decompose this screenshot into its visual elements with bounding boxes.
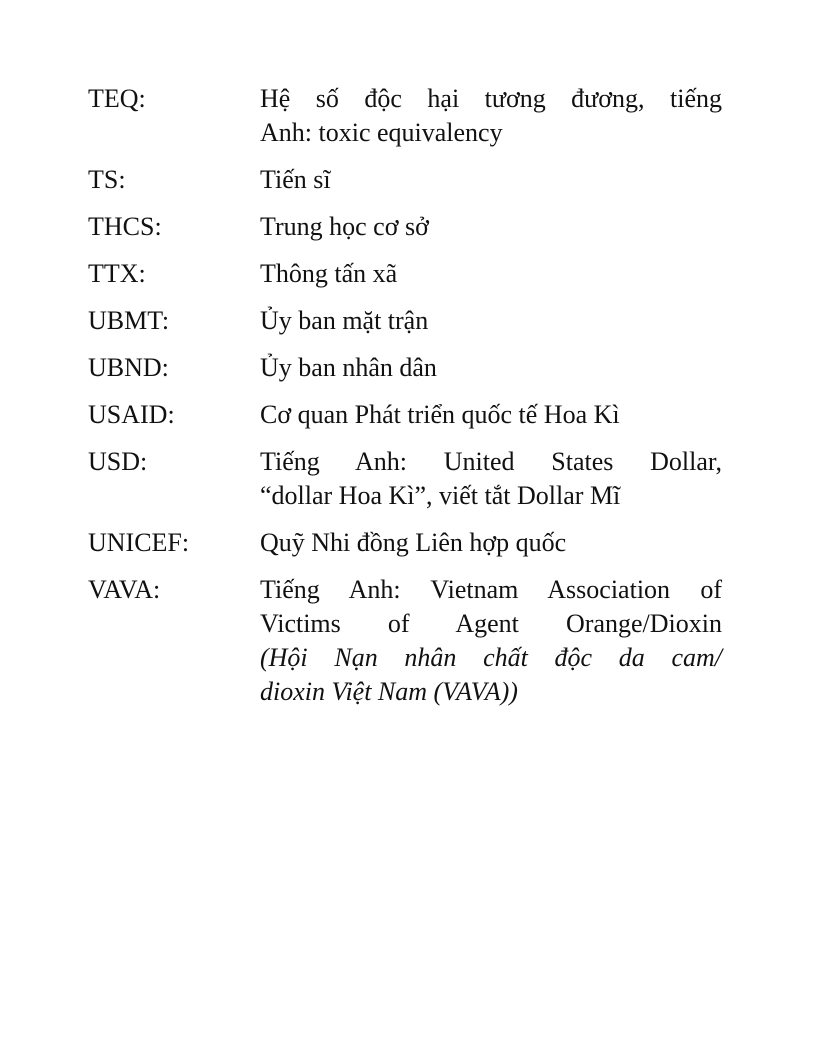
abbreviation-entry-ubnd xyxy=(88,351,722,385)
abbreviation-entry-teq xyxy=(88,82,722,150)
abbreviation-definition xyxy=(260,210,722,244)
abbreviation-definition xyxy=(260,445,722,513)
abbreviation-entry-usd xyxy=(88,445,722,513)
abbreviation-entry-usaid xyxy=(88,398,722,432)
abbreviation-definition xyxy=(260,304,722,338)
definition-line: Tiếng Anh: United States Dollar, xyxy=(260,447,722,476)
abbreviation-term: TTX: xyxy=(88,259,146,288)
abbreviation-term: USAID: xyxy=(88,400,175,429)
abbreviation-term: UBMT: xyxy=(88,306,170,335)
definition-italic-line: dioxin Việt Nam (VAVA)) xyxy=(260,677,518,706)
abbreviation-entry-vava xyxy=(88,573,722,709)
abbreviation-entry-ubmt xyxy=(88,304,722,338)
abbreviation-definition xyxy=(260,257,722,291)
definition-line: Victims of Agent Orange/Dioxin xyxy=(260,609,722,638)
definition-line: Ủy ban nhân dân xyxy=(260,353,437,382)
abbreviation-definition xyxy=(260,573,722,709)
abbreviation-definition xyxy=(260,163,722,197)
abbreviation-term: THCS: xyxy=(88,212,162,241)
definition-line: Quỹ Nhi đồng Liên hợp quốc xyxy=(260,528,567,557)
definition-line: Trung học cơ sở xyxy=(260,212,429,241)
abbreviation-term: TEQ: xyxy=(88,84,146,113)
definition-line: Thông tấn xã xyxy=(260,259,398,288)
abbreviation-definition xyxy=(260,398,722,432)
abbreviation-entry-thcs xyxy=(88,210,722,244)
abbreviation-entry-ts xyxy=(88,163,722,197)
abbreviation-definition xyxy=(260,526,722,560)
definition-italic-line: (Hội Nạn nhân chất độc da cam/ xyxy=(260,643,722,672)
abbreviation-entry-ttx xyxy=(88,257,722,291)
abbreviation-term: UNICEF: xyxy=(88,528,190,557)
definition-line: “dollar Hoa Kì”, viết tắt Dollar Mĩ xyxy=(260,481,621,510)
definition-line: Tiếng Anh: Vietnam Association of xyxy=(260,575,722,604)
abbreviation-entry-unicef xyxy=(88,526,722,560)
definition-line: Ủy ban mặt trận xyxy=(260,306,429,335)
abbreviation-definition xyxy=(260,351,722,385)
definition-line: Hệ số độc hại tương đương, tiếng xyxy=(260,84,722,113)
definition-line: Anh: toxic equivalency xyxy=(260,118,503,147)
abbreviation-term: TS: xyxy=(88,165,126,194)
definition-line: Cơ quan Phát triển quốc tế Hoa Kì xyxy=(260,400,620,429)
abbreviation-term: USD: xyxy=(88,447,148,476)
definition-line: Tiến sĩ xyxy=(260,165,331,194)
abbreviation-term: VAVA: xyxy=(88,575,161,604)
abbreviation-list xyxy=(88,82,722,722)
abbreviation-term: UBND: xyxy=(88,353,169,382)
abbreviation-definition xyxy=(260,82,722,150)
